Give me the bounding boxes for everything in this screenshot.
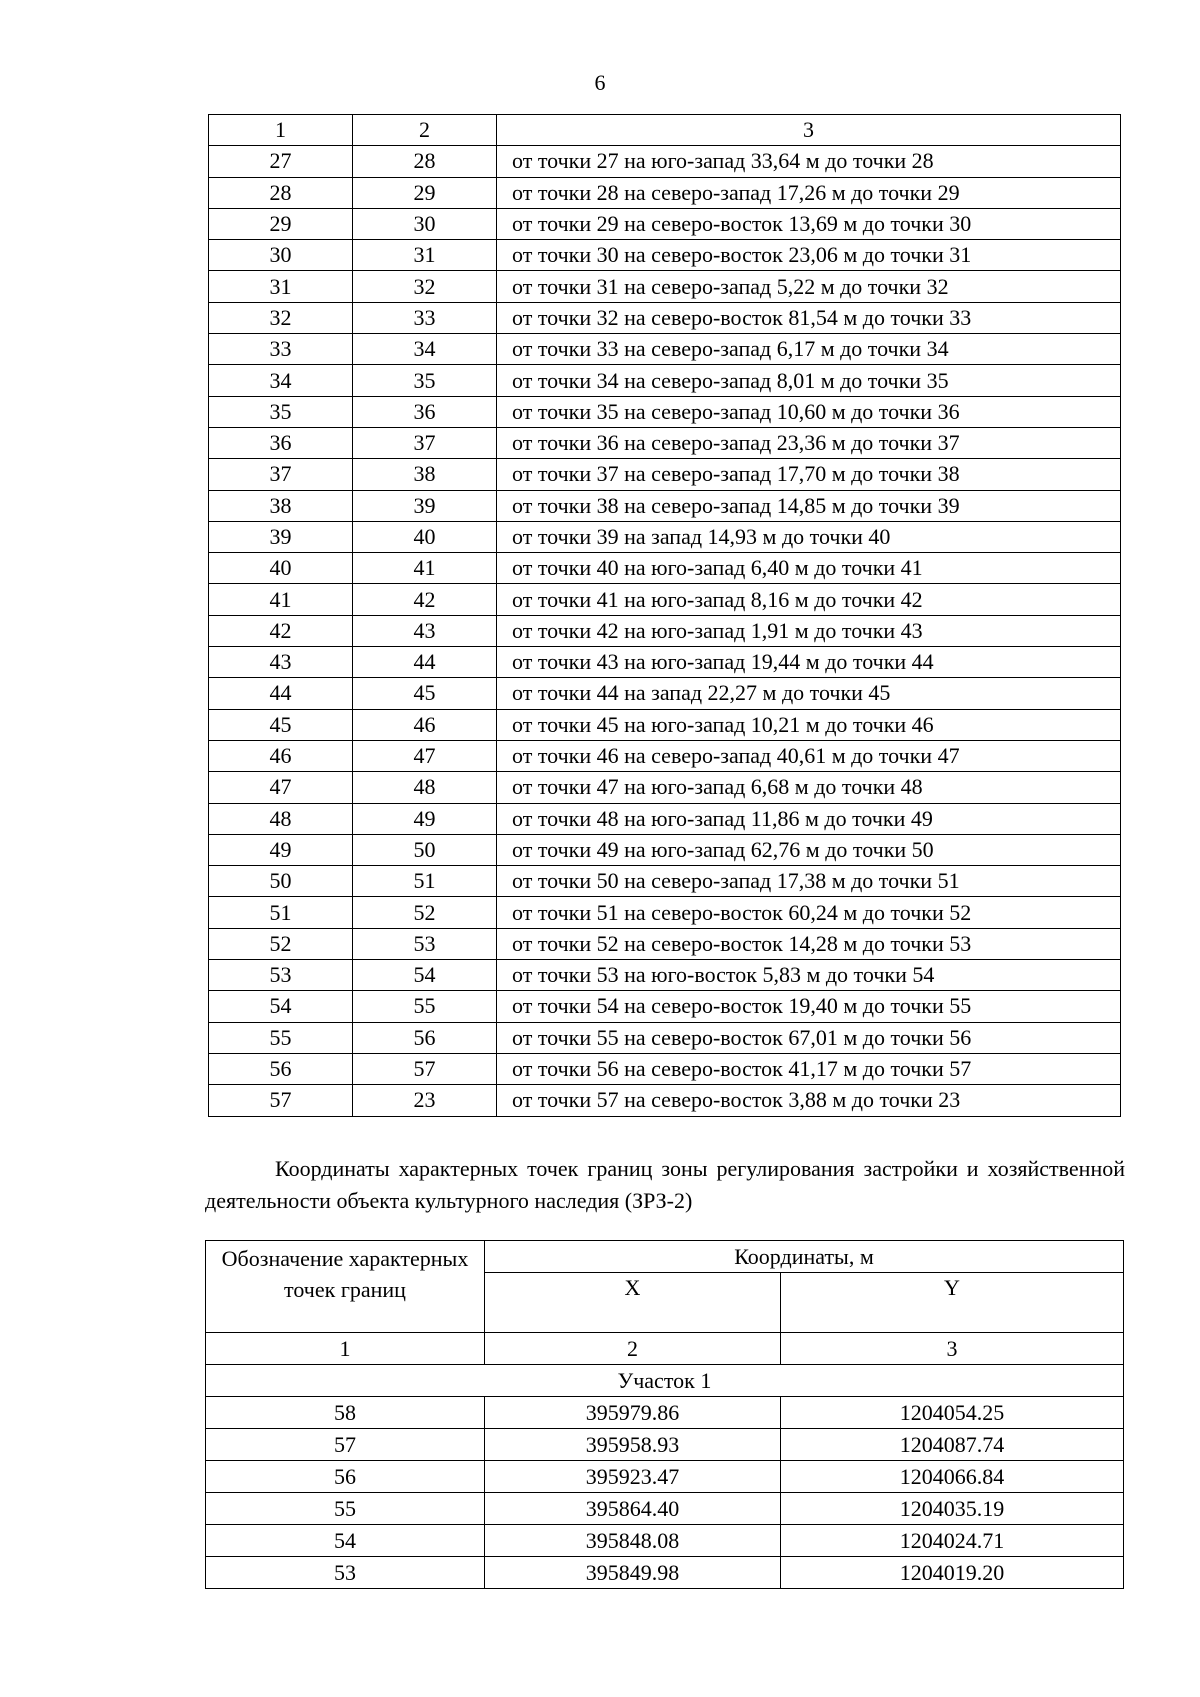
y-coordinate: 1204087.74	[781, 1429, 1124, 1461]
table-row	[209, 334, 1121, 365]
column-numbers-row	[206, 1333, 1124, 1365]
to-point: 48	[353, 772, 497, 803]
column-number-1: 1	[209, 115, 353, 146]
column-number-3: 3	[497, 115, 1121, 146]
to-point: 49	[353, 803, 497, 834]
to-point: 42	[353, 584, 497, 615]
column-number-2: 2	[353, 115, 497, 146]
segment-description: от точки 54 на северо-восток 19,40 м до точки 55	[497, 991, 1121, 1022]
to-point: 40	[353, 521, 497, 552]
from-point: 49	[209, 834, 353, 865]
from-point: 27	[209, 146, 353, 177]
from-point: 54	[209, 991, 353, 1022]
segment-description: от точки 46 на северо-запад 40,61 м до точки 47	[497, 740, 1121, 771]
table-row	[209, 490, 1121, 521]
from-point: 38	[209, 490, 353, 521]
table-header-row	[209, 115, 1121, 146]
table-row	[206, 1461, 1124, 1493]
to-point: 46	[353, 709, 497, 740]
to-point: 45	[353, 678, 497, 709]
table-row	[209, 208, 1121, 239]
to-point: 43	[353, 615, 497, 646]
table-row	[209, 459, 1121, 490]
table-row	[209, 897, 1121, 928]
from-point: 34	[209, 365, 353, 396]
boundary-segments-table	[208, 114, 1121, 1117]
table-row	[209, 240, 1121, 271]
from-point: 41	[209, 584, 353, 615]
table-row	[209, 1085, 1121, 1116]
table-row	[209, 678, 1121, 709]
segment-description: от точки 31 на северо-запад 5,22 м до точки 32	[497, 271, 1121, 302]
x-coordinate: 395849.98	[485, 1557, 781, 1589]
from-point: 46	[209, 740, 353, 771]
y-coordinate: 1204035.19	[781, 1493, 1124, 1525]
to-point: 35	[353, 365, 497, 396]
segment-description: от точки 50 на северо-запад 17,38 м до точки 51	[497, 866, 1121, 897]
from-point: 36	[209, 427, 353, 458]
to-point: 52	[353, 897, 497, 928]
coordinates-table	[205, 1240, 1124, 1589]
to-point: 34	[353, 334, 497, 365]
table-row	[209, 928, 1121, 959]
from-point: 51	[209, 897, 353, 928]
segment-description: от точки 53 на юго-восток 5,83 м до точки 54	[497, 960, 1121, 991]
to-point: 51	[353, 866, 497, 897]
to-point: 44	[353, 647, 497, 678]
page-number: 6	[594, 70, 606, 95]
y-header: Y	[781, 1273, 1124, 1333]
to-point: 50	[353, 834, 497, 865]
from-point: 45	[209, 709, 353, 740]
segment-description: от точки 48 на юго-запад 11,86 м до точки 49	[497, 803, 1121, 834]
segment-description: от точки 27 на юго-запад 33,64 м до точки 28	[497, 146, 1121, 177]
x-coordinate: 395923.47	[485, 1461, 781, 1493]
to-point: 23	[353, 1085, 497, 1116]
from-point: 57	[209, 1085, 353, 1116]
point-id: 55	[206, 1493, 485, 1525]
segment-description: от точки 35 на северо-запад 10,60 м до точки 36	[497, 396, 1121, 427]
to-point: 29	[353, 177, 497, 208]
table-row	[209, 427, 1121, 458]
x-coordinate: 395958.93	[485, 1429, 781, 1461]
table-row	[206, 1525, 1124, 1557]
to-point: 55	[353, 991, 497, 1022]
table-row	[206, 1493, 1124, 1525]
from-point: 53	[209, 960, 353, 991]
segment-description: от точки 36 на северо-запад 23,36 м до точки 37	[497, 427, 1121, 458]
segment-description: от точки 41 на юго-запад 8,16 м до точки 42	[497, 584, 1121, 615]
from-point: 50	[209, 866, 353, 897]
segment-description: от точки 51 на северо-восток 60,24 м до точки 52	[497, 897, 1121, 928]
table-row	[209, 834, 1121, 865]
from-point: 43	[209, 647, 353, 678]
table-row	[209, 615, 1121, 646]
table-row	[209, 647, 1121, 678]
segment-description: от точки 28 на северо-запад 17,26 м до точки 29	[497, 177, 1121, 208]
segment-description: от точки 52 на северо-восток 14,28 м до точки 53	[497, 928, 1121, 959]
section-row	[206, 1365, 1124, 1397]
table-row	[209, 365, 1121, 396]
table-row	[209, 521, 1121, 552]
segment-description: от точки 55 на северо-восток 67,01 м до точки 56	[497, 1022, 1121, 1053]
section-heading-text: Координаты характерных точек границ зоны регулирования застройки и хозяйственной деятельности объекта культурного наследия (ЗРЗ-2)	[205, 1156, 1125, 1213]
segment-description: от точки 45 на юго-запад 10,21 м до точки 46	[497, 709, 1121, 740]
to-point: 56	[353, 1022, 497, 1053]
coordinates-header: Координаты, м	[485, 1241, 1124, 1273]
x-coordinate: 395864.40	[485, 1493, 781, 1525]
to-point: 32	[353, 271, 497, 302]
x-coordinate: 395979.86	[485, 1397, 781, 1429]
to-point: 28	[353, 146, 497, 177]
x-coordinate: 395848.08	[485, 1525, 781, 1557]
from-point: 39	[209, 521, 353, 552]
from-point: 32	[209, 302, 353, 333]
segment-description: от точки 37 на северо-запад 17,70 м до точки 38	[497, 459, 1121, 490]
to-point: 54	[353, 960, 497, 991]
to-point: 53	[353, 928, 497, 959]
to-point: 36	[353, 396, 497, 427]
section-label: Участок 1	[206, 1365, 1124, 1397]
point-designation-header: Обозначение характерных точек границ	[206, 1241, 485, 1333]
from-point: 31	[209, 271, 353, 302]
segment-description: от точки 39 на запад 14,93 м до точки 40	[497, 521, 1121, 552]
from-point: 30	[209, 240, 353, 271]
table-row	[206, 1557, 1124, 1589]
table-row	[209, 553, 1121, 584]
segment-description: от точки 40 на юго-запад 6,40 м до точки 41	[497, 553, 1121, 584]
segment-description: от точки 29 на северо-восток 13,69 м до точки 30	[497, 208, 1121, 239]
table-row	[209, 803, 1121, 834]
to-point: 57	[353, 1053, 497, 1084]
column-number-3: 3	[781, 1333, 1124, 1365]
to-point: 41	[353, 553, 497, 584]
table-row	[209, 302, 1121, 333]
segment-description: от точки 32 на северо-восток 81,54 м до точки 33	[497, 302, 1121, 333]
y-coordinate: 1204066.84	[781, 1461, 1124, 1493]
table-row	[209, 396, 1121, 427]
coords-header-row	[206, 1241, 1124, 1273]
segment-description: от точки 43 на юго-запад 19,44 м до точки 44	[497, 647, 1121, 678]
segment-description: от точки 47 на юго-запад 6,68 м до точки 48	[497, 772, 1121, 803]
x-header: X	[485, 1273, 781, 1333]
segment-description: от точки 34 на северо-запад 8,01 м до точки 35	[497, 365, 1121, 396]
segment-description: от точки 56 на северо-восток 41,17 м до точки 57	[497, 1053, 1121, 1084]
segment-description: от точки 38 на северо-запад 14,85 м до точки 39	[497, 490, 1121, 521]
table-row	[209, 1022, 1121, 1053]
y-coordinate: 1204054.25	[781, 1397, 1124, 1429]
table-row	[209, 146, 1121, 177]
from-point: 29	[209, 208, 353, 239]
point-id: 56	[206, 1461, 485, 1493]
from-point: 44	[209, 678, 353, 709]
table-row	[209, 584, 1121, 615]
from-point: 55	[209, 1022, 353, 1053]
from-point: 56	[209, 1053, 353, 1084]
from-point: 52	[209, 928, 353, 959]
from-point: 35	[209, 396, 353, 427]
point-id: 54	[206, 1525, 485, 1557]
segment-description: от точки 49 на юго-запад 62,76 м до точки 50	[497, 834, 1121, 865]
table-row	[209, 709, 1121, 740]
segment-description: от точки 42 на юго-запад 1,91 м до точки 43	[497, 615, 1121, 646]
to-point: 30	[353, 208, 497, 239]
to-point: 47	[353, 740, 497, 771]
segment-description: от точки 33 на северо-запад 6,17 м до точки 34	[497, 334, 1121, 365]
from-point: 48	[209, 803, 353, 834]
to-point: 31	[353, 240, 497, 271]
to-point: 38	[353, 459, 497, 490]
from-point: 33	[209, 334, 353, 365]
table-row	[209, 772, 1121, 803]
from-point: 37	[209, 459, 353, 490]
to-point: 37	[353, 427, 497, 458]
from-point: 28	[209, 177, 353, 208]
segment-description: от точки 30 на северо-восток 23,06 м до точки 31	[497, 240, 1121, 271]
column-number-1: 1	[206, 1333, 485, 1365]
to-point: 39	[353, 490, 497, 521]
table-row	[209, 866, 1121, 897]
table-row	[209, 177, 1121, 208]
table-row	[209, 960, 1121, 991]
segment-description: от точки 44 на запад 22,27 м до точки 45	[497, 678, 1121, 709]
point-id: 58	[206, 1397, 485, 1429]
column-number-2: 2	[485, 1333, 781, 1365]
segment-description: от точки 57 на северо-восток 3,88 м до точки 23	[497, 1085, 1121, 1116]
to-point: 33	[353, 302, 497, 333]
table-row	[209, 1053, 1121, 1084]
table-row	[209, 271, 1121, 302]
table-row	[206, 1397, 1124, 1429]
table-row	[206, 1429, 1124, 1461]
table-row	[209, 740, 1121, 771]
table-row	[209, 991, 1121, 1022]
point-id: 53	[206, 1557, 485, 1589]
from-point: 47	[209, 772, 353, 803]
y-coordinate: 1204019.20	[781, 1557, 1124, 1589]
from-point: 40	[209, 553, 353, 584]
from-point: 42	[209, 615, 353, 646]
point-id: 57	[206, 1429, 485, 1461]
y-coordinate: 1204024.71	[781, 1525, 1124, 1557]
